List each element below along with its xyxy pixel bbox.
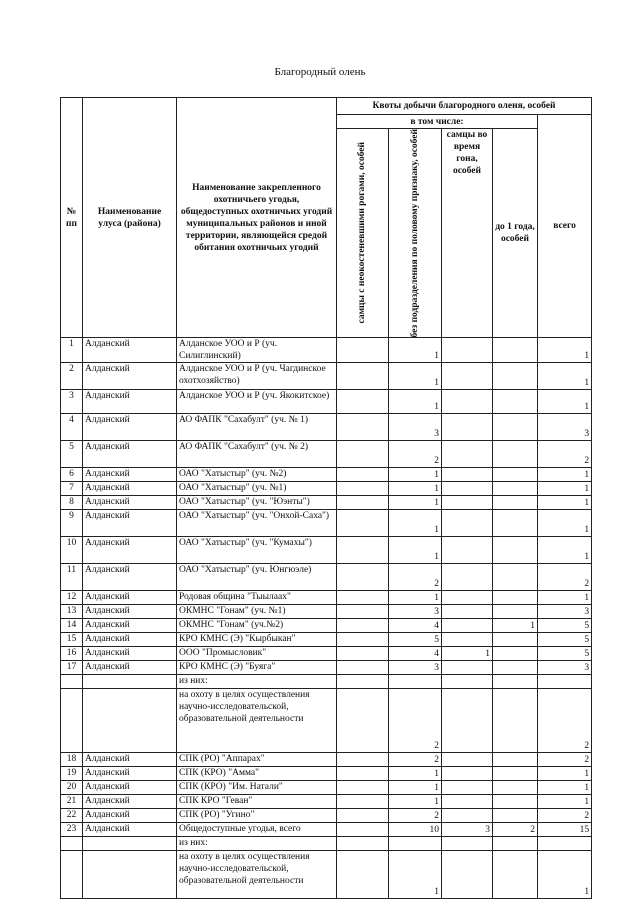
row-nosex: 2 — [389, 441, 442, 468]
row-rut — [442, 619, 493, 633]
row-young — [493, 767, 538, 781]
row-number — [61, 837, 83, 851]
table-row — [61, 591, 592, 605]
row-rut — [442, 605, 493, 619]
quota-table — [60, 97, 592, 899]
row-number: 23 — [61, 823, 83, 837]
row-ulus: Алданский — [83, 510, 177, 537]
row-number: 13 — [61, 605, 83, 619]
row-total: 1 — [538, 767, 592, 781]
row-rut — [442, 537, 493, 564]
row-ulus: Алданский — [83, 441, 177, 468]
row-nosex: 4 — [389, 619, 442, 633]
row-young — [493, 661, 538, 675]
row-antlers — [337, 619, 389, 633]
row-young — [493, 468, 538, 482]
row-number — [61, 675, 83, 689]
row-number — [61, 851, 83, 899]
table-row — [61, 689, 592, 753]
table-row — [61, 661, 592, 675]
row-antlers — [337, 441, 389, 468]
header-including: в том числе: — [337, 115, 538, 129]
row-ulus: Алданский — [83, 633, 177, 647]
row-rut — [442, 689, 493, 753]
row-area: Алданское УОО и Р (уч. Силиглинский) — [177, 338, 337, 363]
row-number: 4 — [61, 414, 83, 441]
row-antlers — [337, 363, 389, 390]
header-antlers-label: самцы с неокостеневшими рогами, особей — [357, 142, 367, 324]
row-area: ОАО "Хатыстыр" (уч. №1) — [177, 482, 337, 496]
page-title: Благородный олень — [274, 66, 366, 78]
row-nosex — [389, 837, 442, 851]
row-rut — [442, 675, 493, 689]
row-antlers — [337, 809, 389, 823]
row-ulus — [83, 851, 177, 899]
row-young — [493, 795, 538, 809]
table-row — [61, 753, 592, 767]
row-nosex: 4 — [389, 647, 442, 661]
row-rut — [442, 338, 493, 363]
row-total: 2 — [538, 441, 592, 468]
row-area: СПК КРО "Геван" — [177, 795, 337, 809]
row-young — [493, 338, 538, 363]
row-young — [493, 809, 538, 823]
row-ulus: Алданский — [83, 795, 177, 809]
row-nosex: 1 — [389, 482, 442, 496]
row-nosex — [389, 675, 442, 689]
row-antlers — [337, 823, 389, 837]
row-area: на охоту в целях осуществления научно-исследовательской, образовательной деятельности — [177, 851, 337, 899]
row-ulus: Алданский — [83, 363, 177, 390]
row-area: СПК (КРО) "Амма" — [177, 767, 337, 781]
row-ulus: Алданский — [83, 496, 177, 510]
row-ulus: Алданский — [83, 661, 177, 675]
row-number: 19 — [61, 767, 83, 781]
row-nosex: 3 — [389, 414, 442, 441]
row-nosex: 1 — [389, 468, 442, 482]
row-rut: 1 — [442, 647, 493, 661]
header-antlers — [337, 129, 389, 338]
row-number: 15 — [61, 633, 83, 647]
row-total: 1 — [538, 468, 592, 482]
row-ulus: Алданский — [83, 414, 177, 441]
header-num: № пп — [61, 98, 83, 338]
row-antlers — [337, 338, 389, 363]
row-ulus — [83, 837, 177, 851]
row-total: 2 — [538, 564, 592, 591]
row-area: ОАО "Хатыстыр" (уч. "Юэнты") — [177, 496, 337, 510]
row-antlers — [337, 851, 389, 899]
row-total: 1 — [538, 496, 592, 510]
row-area: Родовая община "Тыылаах" — [177, 591, 337, 605]
row-antlers — [337, 675, 389, 689]
row-rut — [442, 564, 493, 591]
row-area: КРО КМНС (Э) "Буяга" — [177, 661, 337, 675]
row-rut — [442, 809, 493, 823]
row-ulus: Алданский — [83, 823, 177, 837]
row-nosex: 1 — [389, 510, 442, 537]
row-rut — [442, 767, 493, 781]
row-nosex: 1 — [389, 537, 442, 564]
row-number: 11 — [61, 564, 83, 591]
row-young — [493, 837, 538, 851]
row-number: 16 — [61, 647, 83, 661]
row-rut — [442, 633, 493, 647]
header-total: всего — [538, 115, 592, 338]
row-number: 6 — [61, 468, 83, 482]
row-number: 3 — [61, 390, 83, 414]
row-antlers — [337, 753, 389, 767]
row-total: 1 — [538, 851, 592, 899]
row-total: 1 — [538, 338, 592, 363]
row-antlers — [337, 564, 389, 591]
row-antlers — [337, 537, 389, 564]
row-young — [493, 482, 538, 496]
row-total: 2 — [538, 809, 592, 823]
row-number: 5 — [61, 441, 83, 468]
row-nosex: 3 — [389, 605, 442, 619]
row-young — [493, 510, 538, 537]
row-number: 18 — [61, 753, 83, 767]
row-nosex: 1 — [389, 767, 442, 781]
row-antlers — [337, 591, 389, 605]
row-number: 2 — [61, 363, 83, 390]
row-number: 1 — [61, 338, 83, 363]
table-row — [61, 647, 592, 661]
row-nosex: 1 — [389, 496, 442, 510]
row-ulus: Алданский — [83, 753, 177, 767]
row-area: ОАО "Хатыстыр" (уч. №2) — [177, 468, 337, 482]
table-row — [61, 781, 592, 795]
row-antlers — [337, 496, 389, 510]
row-area: ОКМНС "Гонам" (уч. №1) — [177, 605, 337, 619]
row-nosex: 1 — [389, 338, 442, 363]
row-total: 5 — [538, 633, 592, 647]
row-antlers — [337, 795, 389, 809]
row-rut — [442, 837, 493, 851]
header-quota: Квоты добычи благородного оленя, особей — [337, 98, 592, 115]
row-area: ОАО "Хатыстыр" (уч. "Кумахы") — [177, 537, 337, 564]
row-antlers — [337, 647, 389, 661]
row-area: Алданское УОО и Р (уч. Якокитское) — [177, 390, 337, 414]
row-rut — [442, 510, 493, 537]
table-row — [61, 851, 592, 899]
row-nosex: 2 — [389, 689, 442, 753]
row-nosex: 1 — [389, 363, 442, 390]
row-area: Общедоступные угодья, всего — [177, 823, 337, 837]
row-ulus: Алданский — [83, 781, 177, 795]
row-number: 22 — [61, 809, 83, 823]
row-number: 20 — [61, 781, 83, 795]
row-rut — [442, 390, 493, 414]
row-total: 1 — [538, 363, 592, 390]
row-ulus: Алданский — [83, 647, 177, 661]
row-antlers — [337, 510, 389, 537]
row-young: 2 — [493, 823, 538, 837]
table-row — [61, 468, 592, 482]
row-ulus: Алданский — [83, 564, 177, 591]
table-row — [61, 537, 592, 564]
row-young — [493, 441, 538, 468]
row-ulus: Алданский — [83, 390, 177, 414]
row-nosex: 10 — [389, 823, 442, 837]
row-area: ОАО "Хатыстыр" (уч. Юнгюэле) — [177, 564, 337, 591]
row-area: СПК (РО) "Аппарах" — [177, 753, 337, 767]
table-row — [61, 414, 592, 441]
row-area: из них: — [177, 675, 337, 689]
row-antlers — [337, 482, 389, 496]
table-row — [61, 675, 592, 689]
row-total — [538, 837, 592, 851]
row-area: КРО КМНС (Э) "Кырбыкан" — [177, 633, 337, 647]
row-number: 17 — [61, 661, 83, 675]
row-young: 1 — [493, 619, 538, 633]
table-row — [61, 441, 592, 468]
table-row — [61, 390, 592, 414]
row-nosex: 2 — [389, 564, 442, 591]
row-rut: 3 — [442, 823, 493, 837]
row-total: 1 — [538, 390, 592, 414]
row-number — [61, 689, 83, 753]
row-young — [493, 605, 538, 619]
row-rut — [442, 468, 493, 482]
table-row — [61, 633, 592, 647]
row-total: 5 — [538, 647, 592, 661]
row-ulus: Алданский — [83, 537, 177, 564]
row-ulus: Алданский — [83, 591, 177, 605]
row-young — [493, 675, 538, 689]
row-nosex: 1 — [389, 851, 442, 899]
row-young — [493, 564, 538, 591]
row-ulus: Алданский — [83, 338, 177, 363]
row-antlers — [337, 689, 389, 753]
table-row — [61, 564, 592, 591]
row-area: из них: — [177, 837, 337, 851]
row-nosex: 5 — [389, 633, 442, 647]
row-number: 12 — [61, 591, 83, 605]
row-ulus: Алданский — [83, 468, 177, 482]
row-total: 2 — [538, 753, 592, 767]
row-young — [493, 753, 538, 767]
row-area: Алданское УОО и Р (уч. Чагдинское охотхозяйство) — [177, 363, 337, 390]
row-antlers — [337, 468, 389, 482]
table-row — [61, 619, 592, 633]
row-nosex: 1 — [389, 781, 442, 795]
table-row — [61, 809, 592, 823]
table-row — [61, 510, 592, 537]
table-row — [61, 482, 592, 496]
row-antlers — [337, 837, 389, 851]
table-row — [61, 496, 592, 510]
row-antlers — [337, 781, 389, 795]
row-number: 7 — [61, 482, 83, 496]
row-area: СПК (КРО) "Им. Натали" — [177, 781, 337, 795]
row-young — [493, 633, 538, 647]
row-area: СПК (РО) "Угино" — [177, 809, 337, 823]
header-ulus: Наименование улуса (района) — [83, 98, 177, 338]
row-total: 5 — [538, 619, 592, 633]
row-rut — [442, 781, 493, 795]
row-antlers — [337, 767, 389, 781]
table-row — [61, 363, 592, 390]
row-antlers — [337, 414, 389, 441]
row-rut — [442, 414, 493, 441]
table-row — [61, 338, 592, 363]
row-young — [493, 390, 538, 414]
row-rut — [442, 591, 493, 605]
row-nosex: 3 — [389, 661, 442, 675]
row-total: 3 — [538, 414, 592, 441]
row-rut — [442, 363, 493, 390]
row-number: 14 — [61, 619, 83, 633]
header-area: Наименование закрепленного охотничьего угодья, общедоступных охотничьих угодий муниципальных районов и иной территории, являющейся средой обитания охотничьих угодий — [177, 98, 337, 338]
row-ulus: Алданский — [83, 482, 177, 496]
row-antlers — [337, 661, 389, 675]
row-rut — [442, 851, 493, 899]
row-area: ОКМНС "Гонам" (уч.№2) — [177, 619, 337, 633]
row-young — [493, 537, 538, 564]
row-rut — [442, 661, 493, 675]
row-ulus: Алданский — [83, 767, 177, 781]
row-ulus: Алданский — [83, 809, 177, 823]
row-rut — [442, 496, 493, 510]
row-antlers — [337, 605, 389, 619]
header-young: до 1 года, особей — [493, 129, 538, 338]
row-young — [493, 689, 538, 753]
table-row — [61, 605, 592, 619]
row-young — [493, 781, 538, 795]
row-total: 1 — [538, 795, 592, 809]
row-young — [493, 363, 538, 390]
row-total — [538, 675, 592, 689]
row-area: ОАО "Хатыстыр" (уч. "Онхой-Саха") — [177, 510, 337, 537]
row-area: АО ФАПК "Сахабулт" (уч. № 1) — [177, 414, 337, 441]
row-young — [493, 591, 538, 605]
row-young — [493, 647, 538, 661]
table-row — [61, 837, 592, 851]
table-row — [61, 823, 592, 837]
row-area: АО ФАПК "Сахабулт" (уч. № 2) — [177, 441, 337, 468]
row-rut — [442, 482, 493, 496]
row-antlers — [337, 633, 389, 647]
row-number: 21 — [61, 795, 83, 809]
row-rut — [442, 441, 493, 468]
row-nosex: 1 — [389, 795, 442, 809]
table-body — [61, 338, 592, 899]
row-total: 1 — [538, 537, 592, 564]
row-nosex: 2 — [389, 753, 442, 767]
row-young — [493, 851, 538, 899]
table-row — [61, 767, 592, 781]
row-total: 1 — [538, 591, 592, 605]
row-nosex: 1 — [389, 390, 442, 414]
row-area: ООО "Промысловик" — [177, 647, 337, 661]
header-nosex-label: без подразделения по половому признаку, особей — [409, 129, 420, 338]
row-total: 1 — [538, 781, 592, 795]
row-nosex: 2 — [389, 809, 442, 823]
row-number: 9 — [61, 510, 83, 537]
header-nosex — [389, 129, 442, 338]
row-young — [493, 414, 538, 441]
row-rut — [442, 795, 493, 809]
row-total: 15 — [538, 823, 592, 837]
row-total: 1 — [538, 482, 592, 496]
row-ulus: Алданский — [83, 605, 177, 619]
header-rut: самцы во время гона, особей — [442, 129, 493, 338]
row-total: 3 — [538, 661, 592, 675]
row-total: 1 — [538, 510, 592, 537]
row-nosex: 1 — [389, 591, 442, 605]
row-total: 3 — [538, 605, 592, 619]
row-ulus: Алданский — [83, 619, 177, 633]
row-total: 2 — [538, 689, 592, 753]
row-ulus — [83, 675, 177, 689]
row-young — [493, 496, 538, 510]
row-number: 8 — [61, 496, 83, 510]
row-number: 10 — [61, 537, 83, 564]
row-rut — [442, 753, 493, 767]
row-antlers — [337, 390, 389, 414]
table-row — [61, 795, 592, 809]
row-ulus — [83, 689, 177, 753]
row-area: на охоту в целях осуществления научно-исследовательской, образовательной деятельности — [177, 689, 337, 753]
